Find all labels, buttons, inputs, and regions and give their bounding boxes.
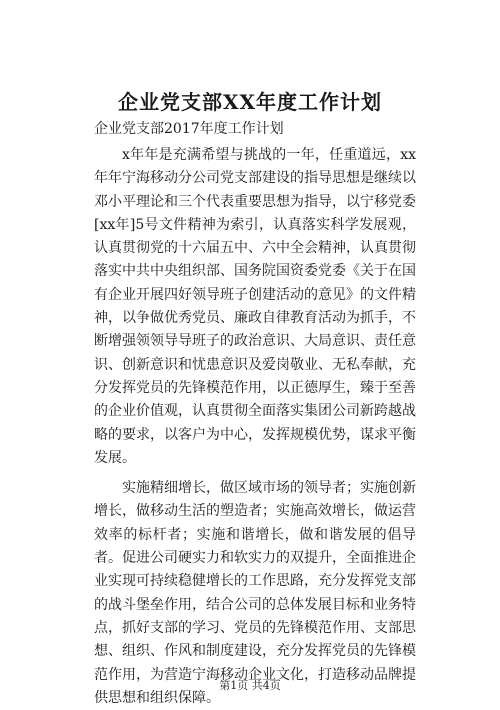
document-body <box>94 144 416 710</box>
document-title: 企业党支部XX年度工作计划 <box>117 90 383 114</box>
page-footer: 第1页 共4页 <box>219 679 281 692</box>
body-paragraph-2: 实施精细增长，做区域市场的领导者；实施创新增长，做移动生活的塑造者；实施高效增长，做运营效率的标杆者；实施和谐增长，做和谐发展的倡导者。促进公司硬实力和软实力的双提升，全面推进企业实现可持续稳健增长的工作思路，充分发挥党支部的战斗堡垒作用，结合公司的总体发展目标和业务特点，抓好支部的学习、党员的先锋模范作用、支部思想、组织、作风和制度建设，充分发挥党员的先锋模范作用，为营造宁海移动企业文化，打造移动品牌提供思想和组织保障。 <box>94 480 416 706</box>
document-subtitle: 企业党支部2017年度工作计划 <box>94 121 284 137</box>
body-paragraph-1: x年年是充满希望与挑战的一年，任重道远，xx年年宁海移动分公司党支部建设的指导思想是继续以邓小平理论和三个代表重要思想为指导，以宁移党委[xx年]5号文件精神为索引，认真落实科学发展观，认真贯彻党的十六届五中、六中全会精神，认真贯彻落实中共中央组织部、国务院国资委党委《关于在国有企业开展四好领导班子创建活动的意见》的文件精神，以争做优秀党员、廉政自律教育活动为抓手，不断增强领领导导班子的政治意识、大局意识、责任意识、创新意识和忧患意识及爱岗敬业、无私奉献，充分发挥党员的先锋模范作用，以正德厚生，臻于至善的企业价值观，认真贯彻全面落实集团公司新跨越战略的要求，以客户为中心，发挥规模优势，谋求平衡发展。 <box>94 147 416 466</box>
